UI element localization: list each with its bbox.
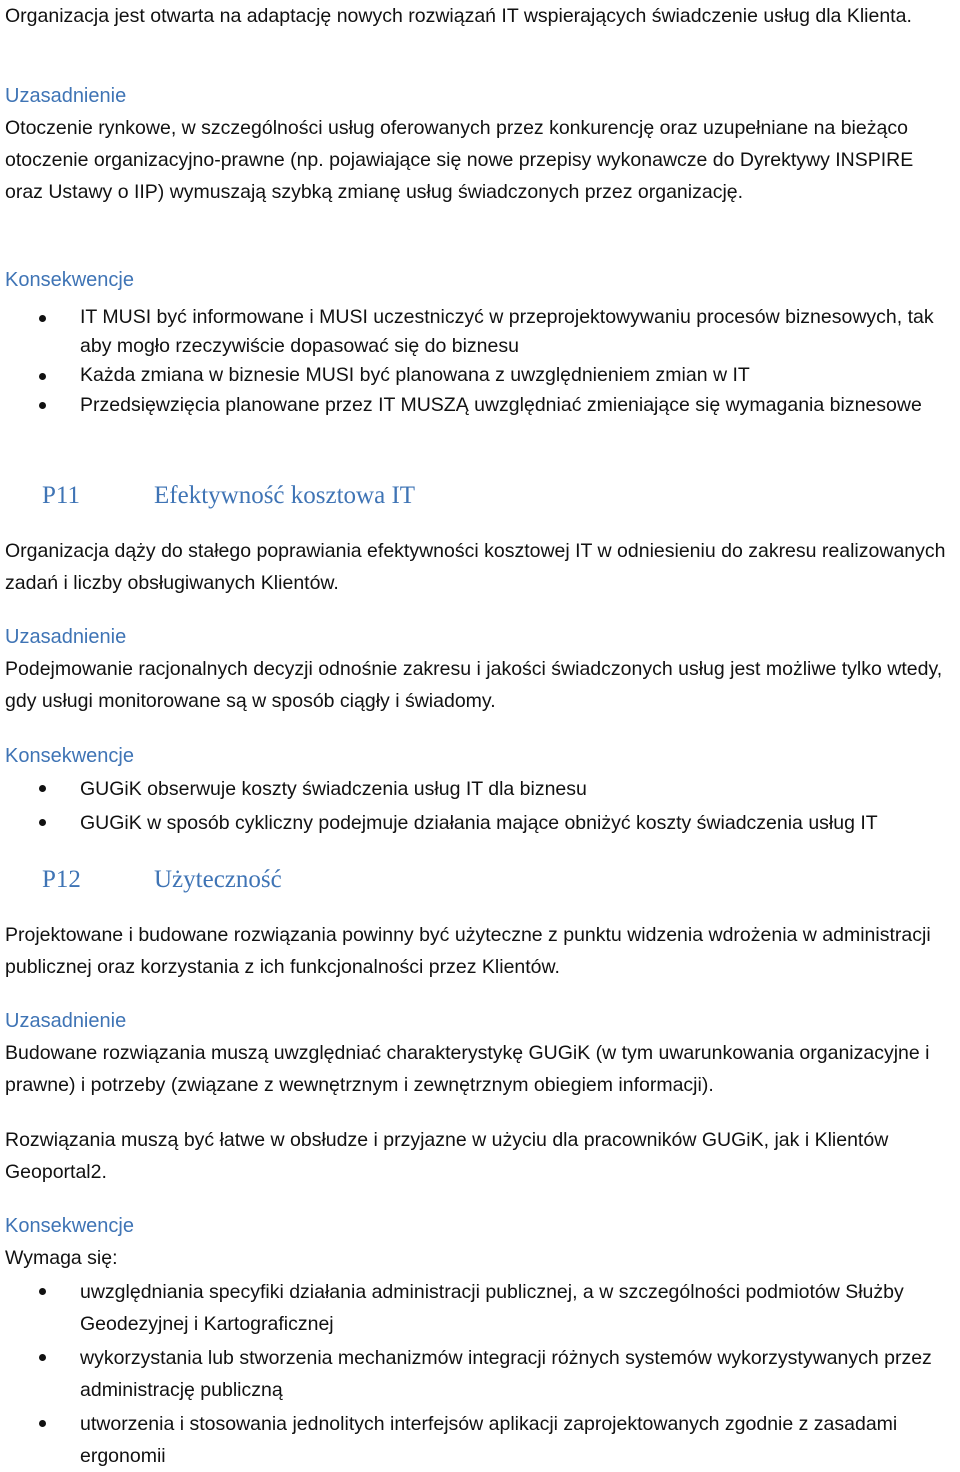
bullet-icon xyxy=(39,819,46,826)
p11-number: P11 xyxy=(42,482,80,509)
p12-rationale-block-2 xyxy=(0,1124,960,1188)
p11-consequences-list xyxy=(0,773,960,839)
p12-rationale-heading: Uzasadnienie xyxy=(5,1010,127,1032)
bullet-icon xyxy=(39,402,46,409)
bullet-icon xyxy=(39,1354,46,1361)
p12-consequences-heading: Konsekwencje xyxy=(5,1215,134,1237)
p11-consequences-block xyxy=(0,740,960,772)
list-item xyxy=(0,390,960,421)
p12-consequences-list xyxy=(0,1276,960,1472)
list-item-text: IT MUSI być informowane i MUSI uczestniczyć w przeprojektowywaniu procesów biznesowych, tak aby mogło rzeczywiście dopasować się do biznesu xyxy=(80,306,934,357)
list-item xyxy=(0,1342,960,1406)
list-item-text: wykorzystania lub stworzenia mechanizmów integracji różnych systemów wykorzystywanych przez administrację publiczną xyxy=(80,1347,932,1401)
p12-title: Użyteczność xyxy=(154,866,282,893)
bullet-icon xyxy=(39,315,46,322)
list-item-text: GUGiK w sposób cykliczny podejmuje działania mające obniżyć koszty świadczenia usług IT xyxy=(80,812,878,834)
p12-statement: Projektowane i budowane rozwiązania powinny być użyteczne z punktu widzenia wdrożenia w administracji publicznej oraz korzystania z ich funkcjonalności przez Klientów. xyxy=(5,924,931,978)
p12-consequences-list-block xyxy=(0,1276,960,1472)
list-item xyxy=(0,807,960,839)
bullet-icon xyxy=(39,785,46,792)
p11-consequences-list-block xyxy=(0,773,960,839)
list-item-text: utworzenia i stosowania jednolitych interfejsów aplikacji zaprojektowanych zgodnie z zasadami ergonomii xyxy=(80,1413,898,1467)
list-item xyxy=(0,1408,960,1472)
p12-statement-block xyxy=(0,919,960,983)
p11-rationale-block xyxy=(0,621,960,717)
p10-consequences-block xyxy=(0,264,960,296)
bullet-icon xyxy=(39,1288,46,1295)
p10-rationale-heading: Uzasadnienie xyxy=(5,85,127,107)
p12-requirement-intro: Wymaga się: xyxy=(5,1247,118,1269)
p11-statement-block xyxy=(0,535,960,599)
p12-rationale-block xyxy=(0,1005,960,1101)
p10-consequences-heading: Konsekwencje xyxy=(5,269,134,291)
p11-heading xyxy=(0,476,960,516)
intro-paragraph: Organizacja jest otwarta na adaptację nowych rozwiązań IT wspierających świadczenie usług dla Klienta. xyxy=(5,5,912,27)
p11-title: Efektywność kosztowa IT xyxy=(154,482,416,509)
bullet-icon xyxy=(39,373,46,380)
p12-consequences-block xyxy=(0,1210,960,1274)
p12-rationale-text-2: Rozwiązania muszą być łatwe w obsłudze i przyjazne w użyciu dla pracowników GUGiK, jak i Klientów Geoportal2. xyxy=(5,1129,889,1183)
p11-statement: Organizacja dąży do stałego poprawiania efektywności kosztowej IT w odniesieniu do zakresu realizowanych zadań i liczby obsługiwanych Klientów. xyxy=(5,540,946,594)
p11-rationale-text: Podejmowanie racjonalnych decyzji odnośnie zakresu i jakości świadczonych usług jest możliwe tylko wtedy, gdy usługi monitorowane są w sposób ciągły i świadomy. xyxy=(5,658,943,712)
bullet-icon xyxy=(39,1420,46,1427)
list-item xyxy=(0,303,960,361)
list-item-text: Każda zmiana w biznesie MUSI być planowana z uwzględnieniem zmian w IT xyxy=(80,364,750,386)
list-item xyxy=(0,361,960,390)
p10-consequences-list-block xyxy=(0,303,960,421)
list-item-text: GUGiK obserwuje koszty świadczenia usług IT dla biznesu xyxy=(80,778,587,800)
p11-consequences-heading: Konsekwencje xyxy=(5,745,134,767)
p10-rationale-block xyxy=(0,80,960,208)
p11-rationale-heading: Uzasadnienie xyxy=(5,626,127,648)
list-item-text: uwzględniania specyfiki działania administracji publicznej, a w szczególności podmiotów Służby Geodezyjnej i Kartograficznej xyxy=(80,1281,904,1335)
p10-rationale-text: Otoczenie rynkowe, w szczególności usług oferowanych przez konkurencję oraz uzupełniane na bieżąco otoczenie organizacyjno-prawne (np. pojawiające się nowe przepisy wykonawcze do Dyrektywy INSPIRE oraz Ustawy o IIP) wymuszają szybką zmianę usług świadczonych przez organizację. xyxy=(5,117,914,203)
p12-heading xyxy=(0,860,960,900)
p12-number: P12 xyxy=(42,866,81,893)
p10-consequences-list xyxy=(0,303,960,421)
intro-block xyxy=(0,0,960,32)
p12-rationale-text-1: Budowane rozwiązania muszą uwzględniać charakterystykę GUGiK (w tym uwarunkowania organizacyjne i prawne) i potrzeby (związane z wewnętrznym i zewnętrznym obiegiem informacji). xyxy=(5,1042,930,1096)
list-item xyxy=(0,773,960,805)
list-item xyxy=(0,1276,960,1340)
list-item-text: Przedsięwzięcia planowane przez IT MUSZĄ uwzględniać zmieniające się wymagania biznesowe xyxy=(80,394,922,416)
